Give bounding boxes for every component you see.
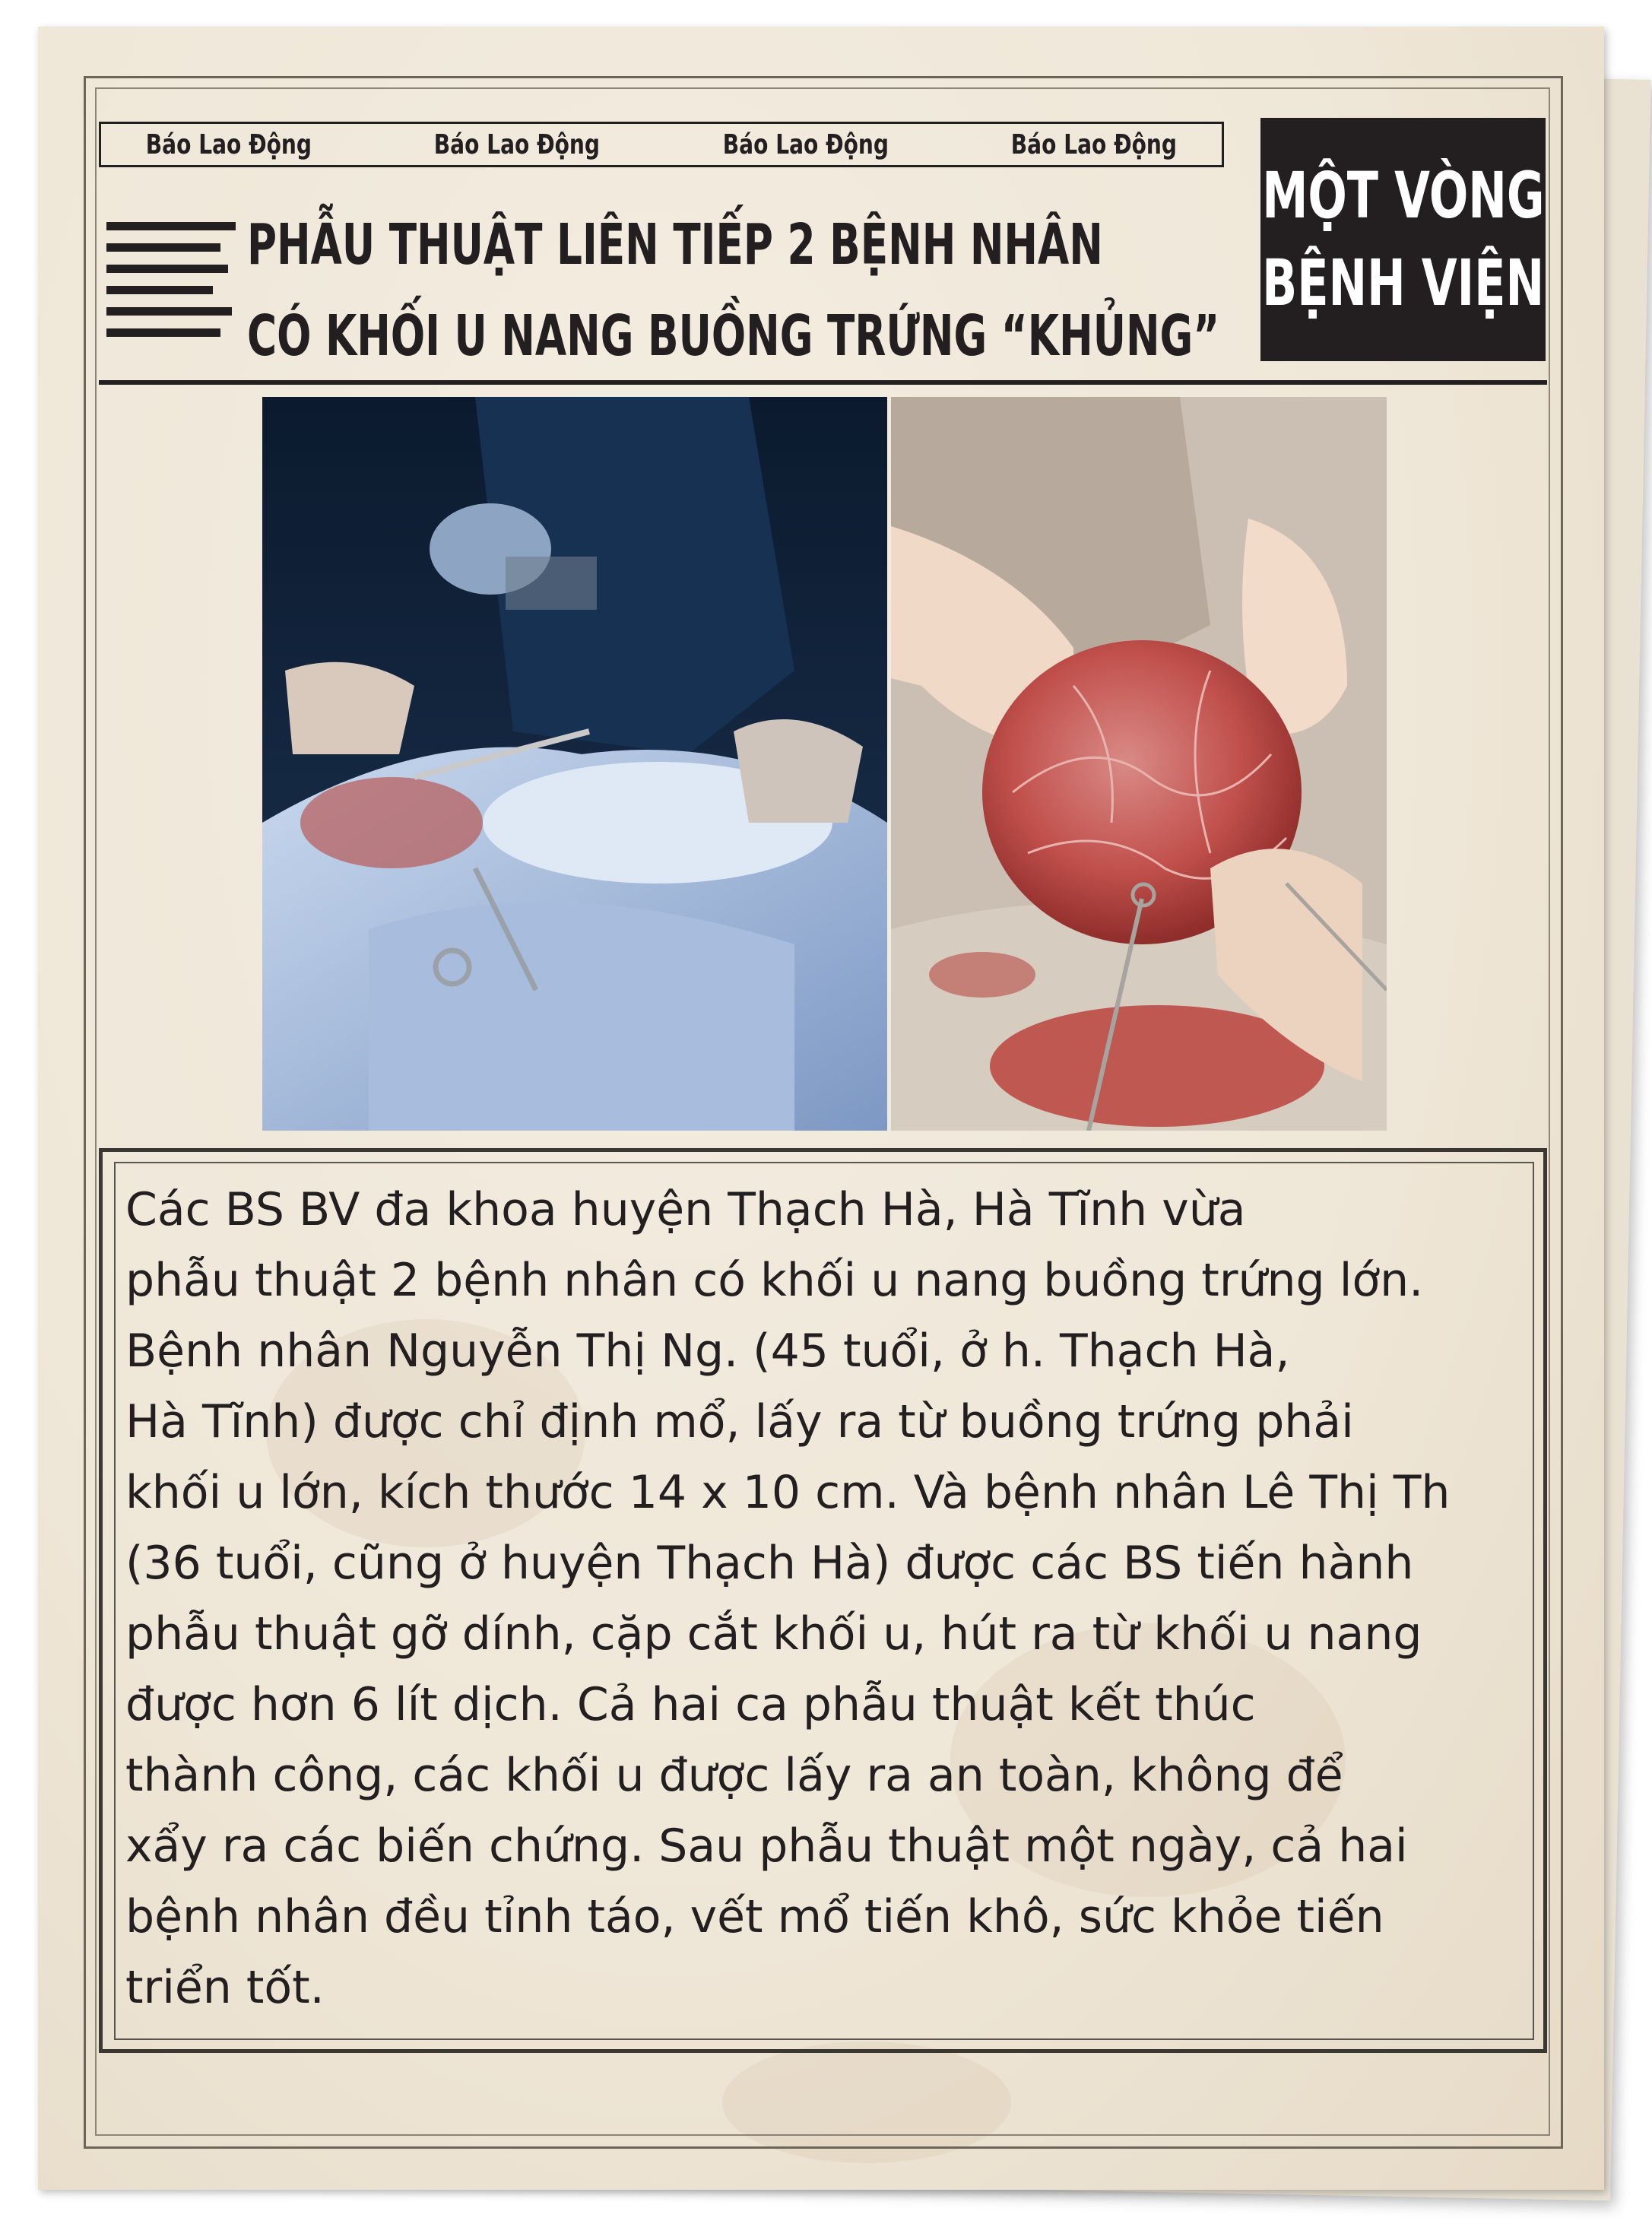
- article-line: phẫu thuật gỡ dính, cặp cắt khối u, hút ra từ khối u nang: [125, 1607, 1422, 1661]
- tagline-text: Báo Lao Động: [434, 128, 601, 160]
- article-line: Các BS BV đa khoa huyện Thạch Hà, Hà Tĩnh vừa: [125, 1183, 1246, 1236]
- tagline-text: Báo Lao Động: [722, 128, 889, 160]
- article-line: Bệnh nhân Nguyễn Thị Ng. (45 tuổi, ở h. Thạch Hà,: [125, 1325, 1290, 1378]
- article-line: xẩy ra các biến chứng. Sau phẫu thuật một ngày, cả hai: [125, 1819, 1408, 1873]
- headline-line-2: CÓ KHỐI U NANG BUỒNG TRỨNG “KHỦNG”: [247, 303, 1220, 369]
- surgery-photo-right: [891, 397, 1387, 1131]
- tagline-text: Báo Lao Động: [1010, 128, 1178, 160]
- badge-line-2: BỆNH VIỆN: [1262, 246, 1544, 320]
- article-line: triển tốt.: [125, 1961, 325, 2014]
- article-line: thành công, các khối u được lấy ra an toàn, không để: [125, 1749, 1343, 1802]
- badge-line-1: MỘT VÒNG: [1261, 158, 1545, 233]
- article-line: được hơn 6 lít dịch. Cả hai ca phẫu thuật kết thúc: [125, 1678, 1256, 1731]
- tagline-text: Báo Lao Động: [145, 128, 312, 160]
- article-line: Hà Tĩnh) được chỉ định mổ, lấy ra từ buồng trứng phải: [125, 1395, 1354, 1448]
- surgery-photo-left: [262, 397, 887, 1131]
- article-line: bệnh nhân đều tỉnh táo, vết mổ tiến khô, sức khỏe tiến: [125, 1890, 1384, 1943]
- headline-bars-decoration: [106, 222, 236, 350]
- section-badge: [1260, 118, 1546, 361]
- article-line: phẫu thuật 2 bệnh nhân có khối u nang buồng trứng lớn.: [125, 1254, 1424, 1307]
- article-line: khối u lớn, kích thước 14 x 10 cm. Và bệnh nhân Lê Thị Th: [125, 1466, 1451, 1519]
- headline-divider: [99, 380, 1547, 385]
- article-body: [125, 1175, 1539, 2023]
- masthead-tagline: [99, 122, 1224, 167]
- headline: [247, 199, 1258, 382]
- article-line: (36 tuổi, cũng ở huyện Thạch Hà) được các BS tiến hành: [125, 1537, 1414, 1590]
- headline-line-1: PHẪU THUẬT LIÊN TIẾP 2 BỆNH NHÂN: [247, 212, 1103, 278]
